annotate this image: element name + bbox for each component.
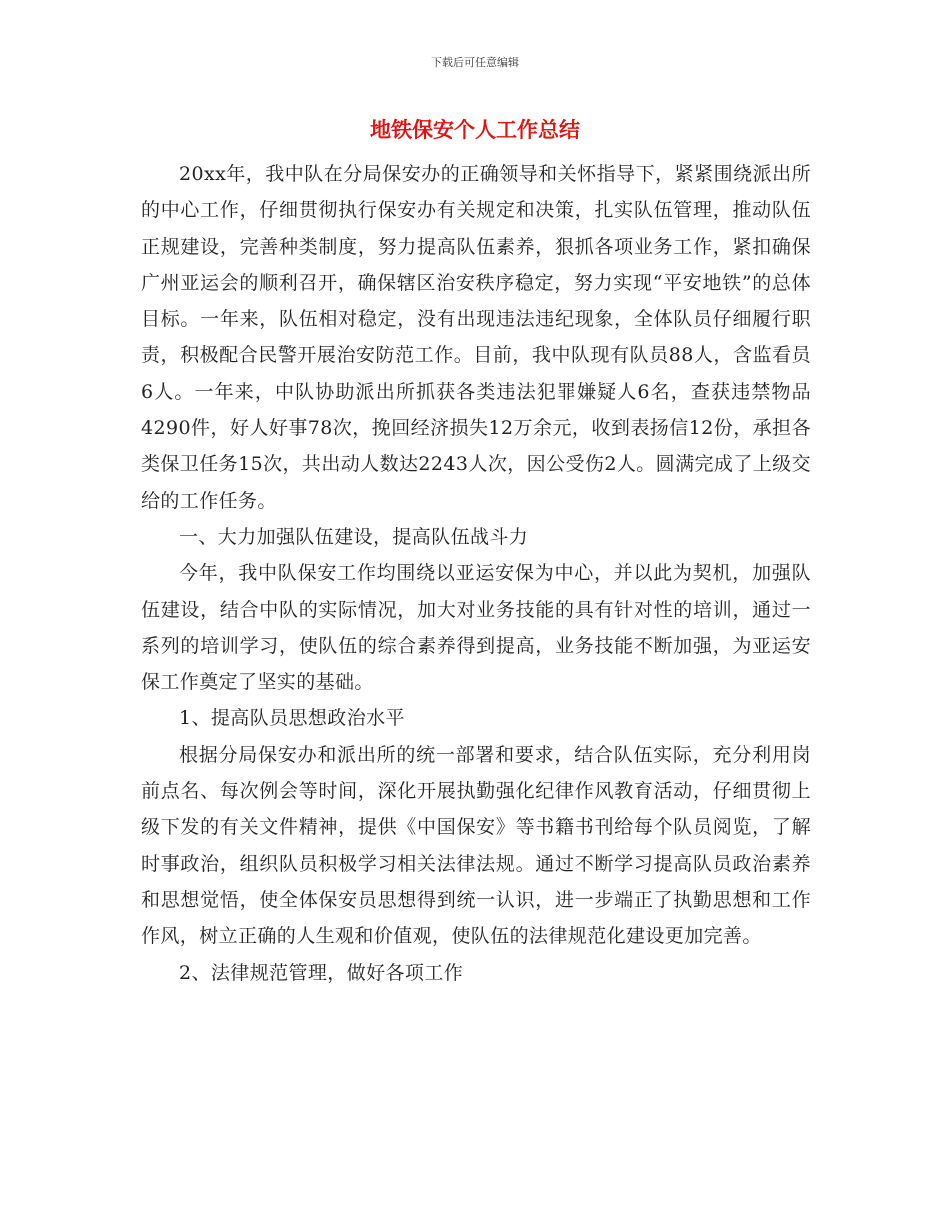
paragraph-intro: 20xx年，我中队在分局保安办的正确领导和关怀指导下，紧紧围绕派出所的中心工作，仔细贯彻执行保安办有关规定和决策，扎实队伍管理，推动队伍正规建设，完善种类制度，努力提高队伍素养，狠抓各项业务工作，紧扣确保广州亚运会的顺利召开，确保辖区治安秩序稳定，努力实现“平安地铁”的总体目标。一年来，队伍相对稳定，没有出现违法违纪现象，全体队员仔细履行职责，积极配合民警开展治安防范工作。目前，我中队现有队员88人，含监看员6人。一年来，中队协助派出所抓获各类违法犯罪嫌疑人6名，查获违禁物品4290件，好人好事78次，挽回经济损失12万余元，收到表扬信12份，承担各类保卫任务15次，共出动人数达2243人次，因公受伤2人。圆满完成了上级交给的工作任务。 xyxy=(141,163,811,512)
subsection-heading-2: 2、法律规范管理，做好各项工作 xyxy=(179,961,464,984)
section-heading-1: 一、大力加强队伍建设，提高队伍战斗力 xyxy=(179,525,529,548)
document-title: 地铁保安个人工作总结 xyxy=(370,117,580,142)
header-note: 下载后可任意编辑 xyxy=(431,56,519,69)
paragraph-section-1: 今年，我中队保安工作均围绕以亚运安保为中心，并以此为契机，加强队伍建设，结合中队的实际情况，加大对业务技能的具有针对性的培训，通过一系列的培训学习，使队伍的综合素养得到提高，业务技能不断加强，为亚运安保工作奠定了坚实的基础。 xyxy=(141,562,811,694)
subsection-heading-1: 1、提高队员思想政治水平 xyxy=(179,707,405,730)
document-body xyxy=(141,156,811,991)
paragraph-subsection-1: 根据分局保安办和派出所的统一部署和要求，结合队伍实际，充分利用岗前点名、每次例会等时间，深化开展执勤强化纪律作风教育活动，仔细贯彻上级下发的有关文件精神，提供《中国保安》等书籍书刊给每个队员阅览，了解时事政治，组织队员积极学习相关法律法规。通过不断学习提高队员政治素养和思想觉悟，使全体保安员思想得到统一认识，进一步端正了执勤思想和工作作风，树立正确的人生观和价值观，使队伍的法律规范化建设更加完善。 xyxy=(141,743,811,948)
